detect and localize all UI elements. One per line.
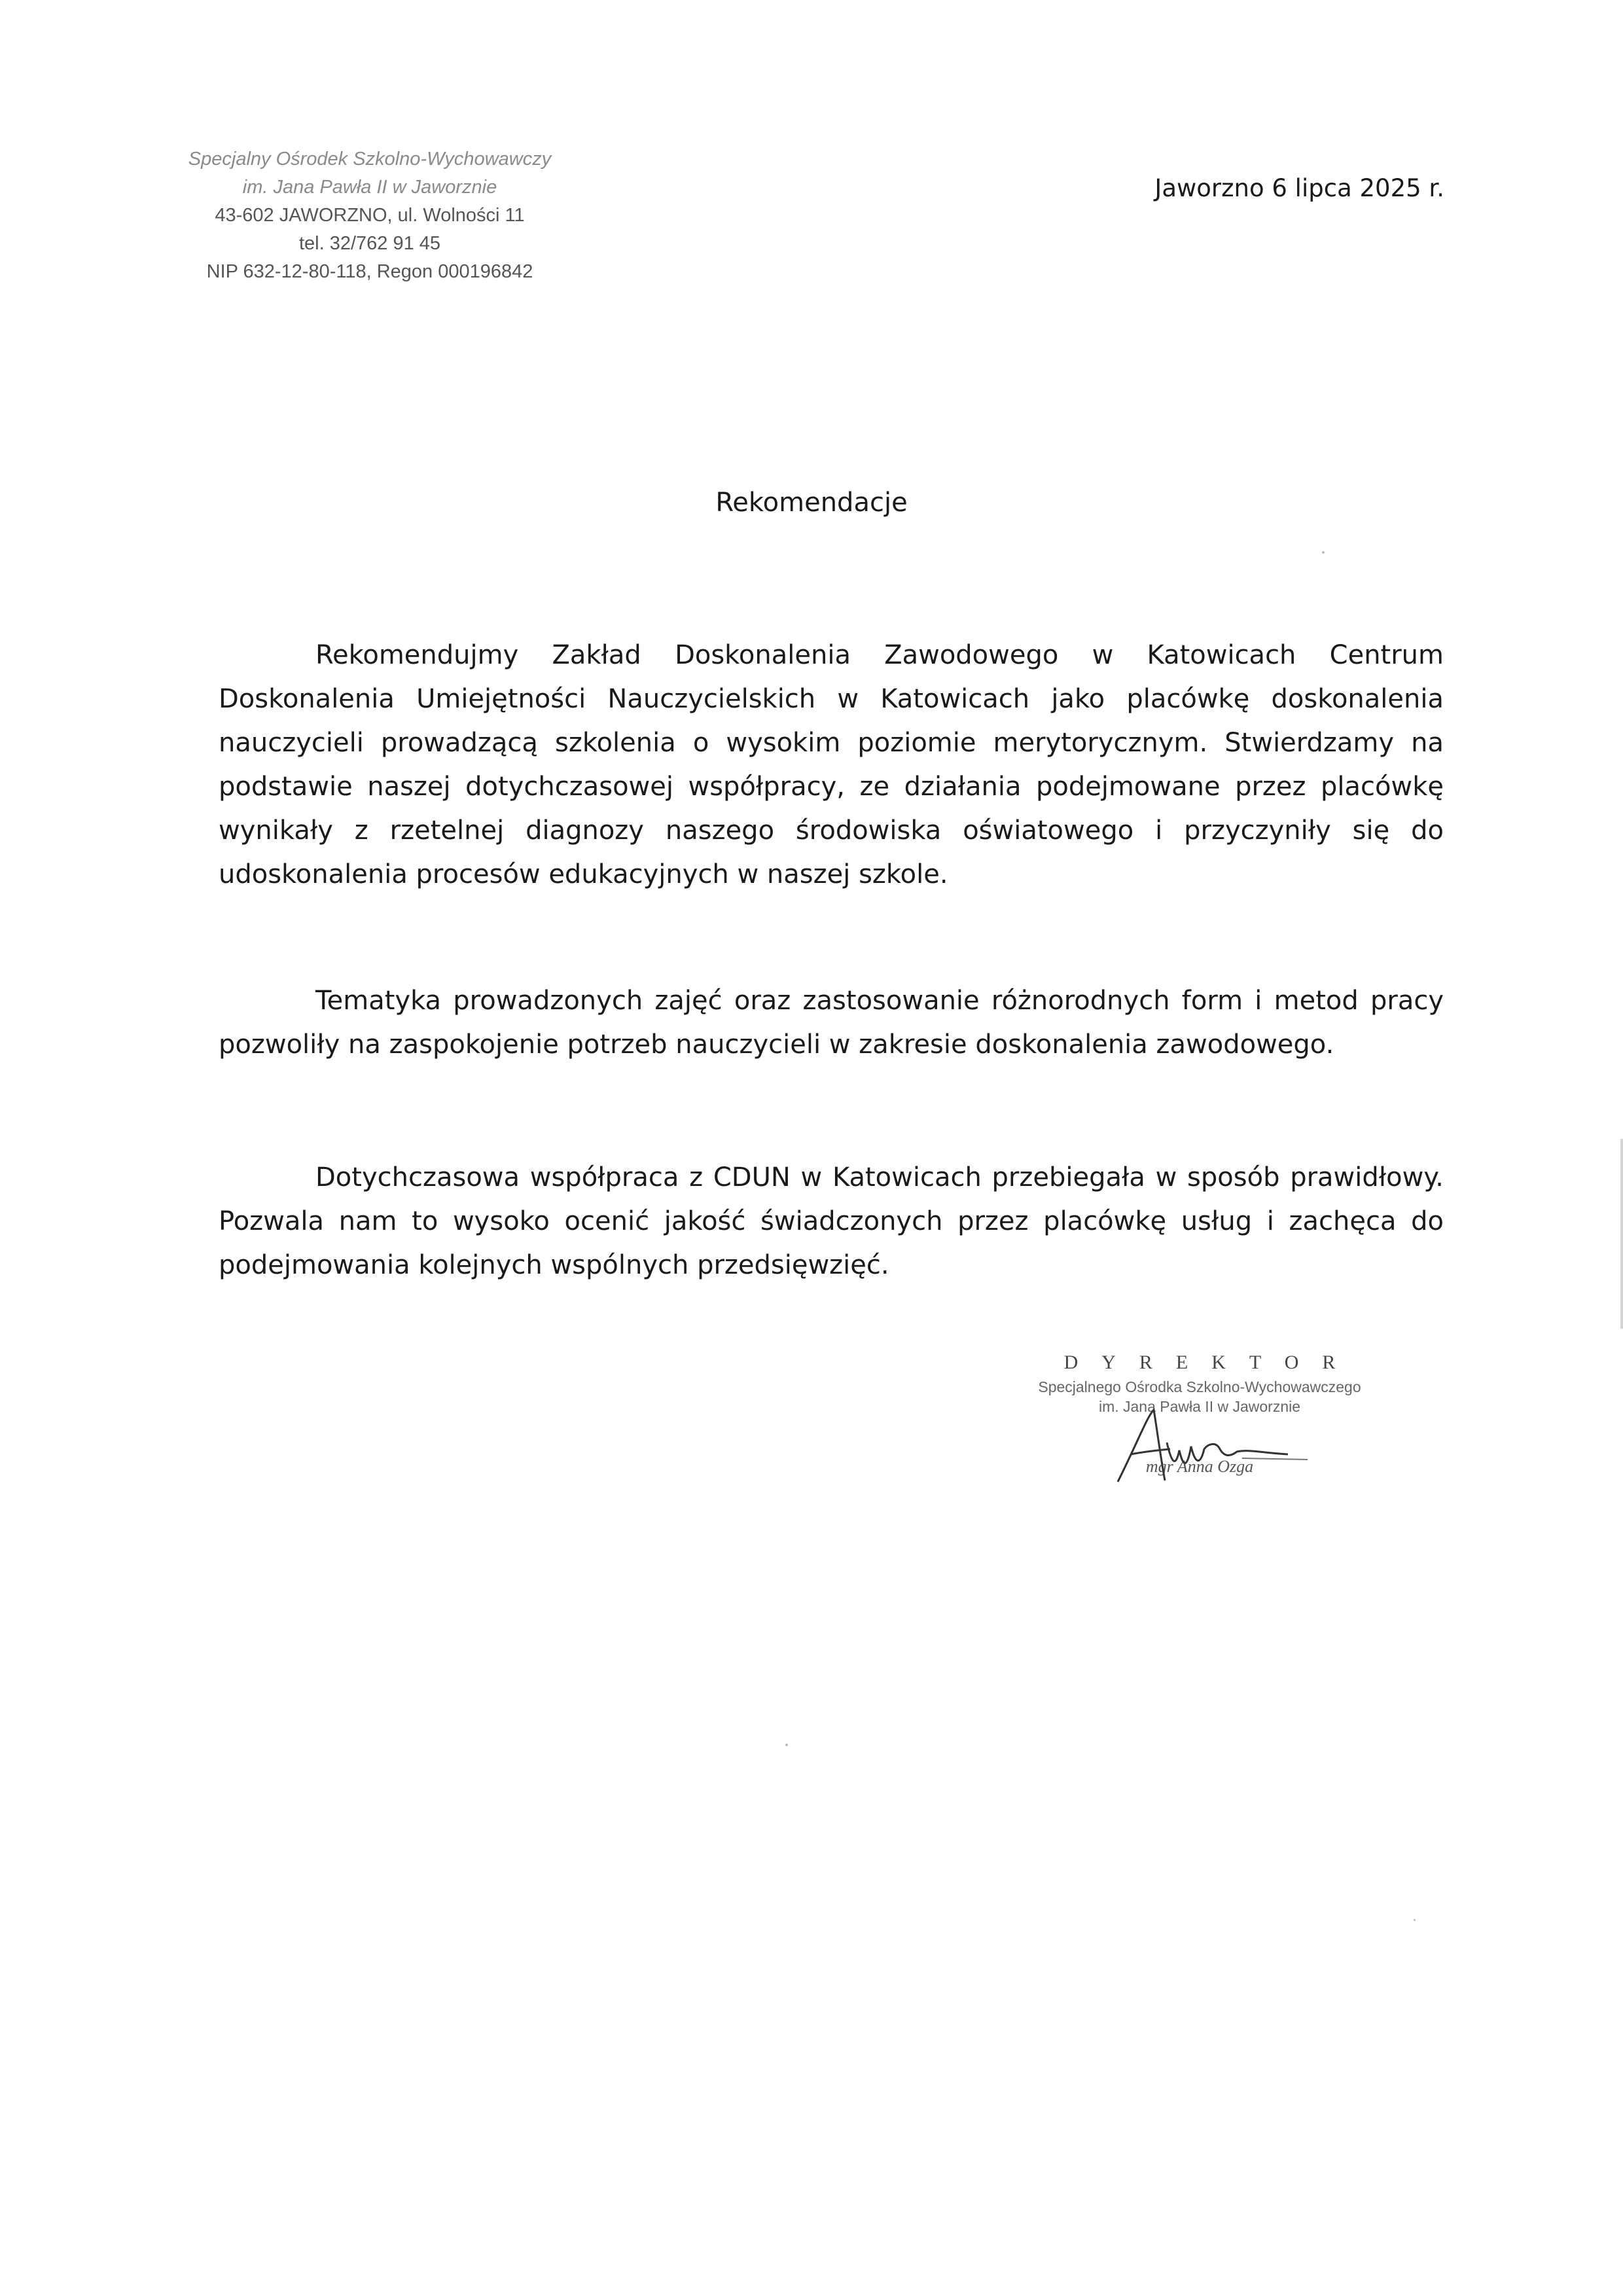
body-paragraph-3: Dotychczasowa współpraca z CDUN w Katowicach przebiegała w sposób prawidłowy. Pozwala nam to wysoko ocenić jakość świadczonych przez placówkę usług i zachęca do podejmowania kolejnych wspólnych przedsięwzięć. — [219, 1162, 1444, 1280]
body-paragraph-2: Tematyka prowadzonych zajęć oraz zastosowanie różnorodnych form i metod pracy pozwoliły na zaspokojenie potrzeb nauczycieli w zakresie doskonalenia zawodowego. — [219, 986, 1444, 1060]
scan-speck — [785, 1744, 788, 1746]
letter-title: Rekomendacje — [715, 488, 908, 518]
handwritten-signature — [1092, 1403, 1314, 1495]
scan-speck — [1414, 1919, 1416, 1921]
stamp-line-phone: tel. 32/762 91 45 — [298, 233, 441, 254]
signatory-name: mgr Anna Ozga — [1145, 1457, 1254, 1476]
signature-org-line-2: im. Jana Pawła II w Jaworznie — [1098, 1398, 1301, 1415]
stamp-line-patron: im. Jana Pawła II w Jaworznie — [242, 177, 497, 198]
letter-date: Jaworzno 6 lipca 2025 r. — [1154, 174, 1444, 202]
stamp-line-address: 43-602 JAWORZNO, ul. Wolności 11 — [215, 205, 525, 226]
signature-block — [1013, 1348, 1386, 1478]
scan-edge-line — [1620, 1139, 1623, 1329]
stamp-line-institution: Specjalny Ośrodek Szkolno-Wychowawczy — [188, 149, 552, 170]
scan-speck — [1322, 551, 1325, 554]
stamp-line-registry: NIP 632-12-80-118, Regon 000196842 — [206, 261, 533, 282]
body-paragraph-1: Rekomendujmy Zakład Doskonalenia Zawodowego w Katowicach Centrum Doskonalenia Umiejętności Nauczycielskich w Katowicach jako placówkę doskonalenia nauczycieli prowadzącą szkolenia o wysokim poziomie merytorycznym. Stwierdzamy na podstawie naszej dotychczasowej współpracy, ze działania podejmowane przez placówkę wynikały z rzetelnej diagnozy naszego środowiska oświatowego i przyczyniły się do udoskonalenia procesów edukacyjnych w naszej szkole. — [219, 640, 1444, 889]
sender-stamp — [187, 145, 553, 286]
signature-org-line-1: Specjalnego Ośrodka Szkolno-Wychowawczego — [1038, 1378, 1361, 1395]
signature-role: DYREKTOR — [1063, 1352, 1359, 1373]
